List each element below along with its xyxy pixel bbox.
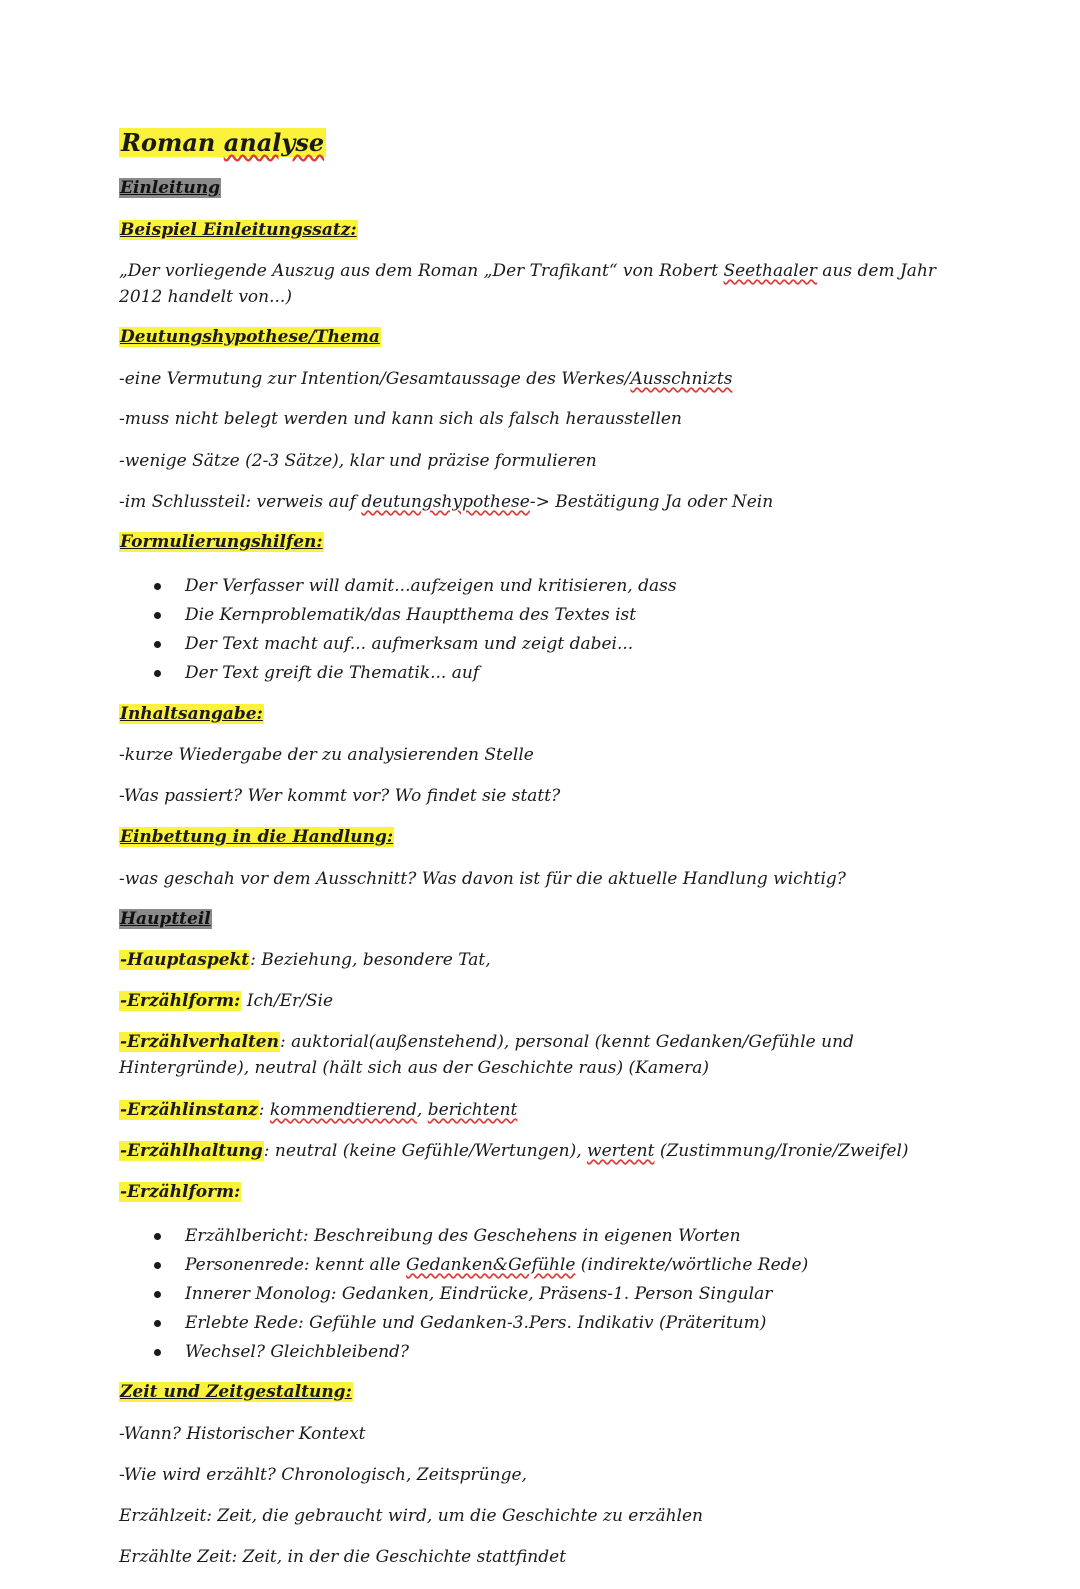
erzaehlinstanz-label: -Erzählinstanz xyxy=(120,1100,258,1120)
list-item: Wechsel? Gleichbleibend? xyxy=(150,1338,808,1367)
list-item-text-a: Personenrede: kennt alle xyxy=(185,1255,407,1275)
deutung-line-1-text: -eine Vermutung zur Intention/Gesamtaussage des Werkes/ xyxy=(119,369,631,389)
heading-hauptteil xyxy=(119,908,212,930)
beispiel-text-part2: aus dem Jahr 2012 handelt von...) xyxy=(119,261,937,307)
list-item: Innerer Monolog: Gedanken, Eindrücke, Präsens-1. Person Singular xyxy=(150,1280,808,1309)
title-word-analyse: analyse xyxy=(223,128,325,157)
heading-einbettung xyxy=(119,826,394,848)
erzaehlinstanz-comma: , xyxy=(416,1100,428,1120)
heading-zeit xyxy=(119,1381,353,1403)
heading-beispiel xyxy=(119,219,358,241)
erzaehlform-heading-2-text: -Erzählform: xyxy=(120,1182,241,1202)
heading-hauptteil-text: Hauptteil xyxy=(120,909,211,929)
erzaehlhaltung-line xyxy=(119,1140,909,1162)
zeit-line-1: -Wann? Historischer Kontext xyxy=(119,1424,366,1444)
zeit-line-4: Erzählte Zeit: Zeit, in der die Geschichte stattfindet xyxy=(119,1547,567,1567)
formulierung-list xyxy=(150,572,677,688)
hauptaspekt-line xyxy=(119,949,491,971)
deutung-line-4-text-c: -> Bestätigung Ja oder Nein xyxy=(529,492,774,512)
erzaehlverhalten-label: -Erzählverhalten xyxy=(120,1032,279,1052)
inhalt-line-2: -Was passiert? Wer kommt vor? Wo findet sie statt? xyxy=(119,786,561,806)
erzaehlhaltung-text-1: : neutral (keine Gefühle/Wertungen), xyxy=(263,1141,588,1161)
beispiel-paragraph xyxy=(119,258,939,310)
inhalt-line-1: -kurze Wiedergabe der zu analysierenden Stelle xyxy=(119,745,534,765)
erzaehlinstanz-word-a: kommendtierend xyxy=(269,1100,417,1120)
erzaehlhaltung-label: -Erzählhaltung xyxy=(120,1141,263,1161)
deutung-line-1-word: Ausschnizts xyxy=(630,369,733,389)
deutung-line-1 xyxy=(119,368,732,390)
deutung-line-4-word: deutungshypothese xyxy=(361,492,530,512)
hauptaspekt-label: -Hauptaspekt xyxy=(120,950,250,970)
beispiel-text-part1: „Der vorliegende Auszug aus dem Roman „Der Trafikant“ von Robert xyxy=(119,261,724,281)
list-item: Die Kernproblematik/das Hauptthema des Textes ist xyxy=(150,601,677,630)
erzaehlinstanz-separator: : xyxy=(258,1100,270,1120)
erzaehlform-heading-2 xyxy=(119,1181,241,1203)
heading-einleitung-text: Einleitung xyxy=(120,178,220,198)
deutung-line-2: -muss nicht belegt werden und kann sich als falsch herausstellen xyxy=(119,409,682,429)
heading-formulierungshilfen-text: Formulierungshilfen: xyxy=(120,532,323,552)
erzaehlverhalten-paragraph xyxy=(119,1029,939,1081)
heading-inhaltsangabe-text: Inhaltsangabe: xyxy=(120,704,263,724)
erzaehlform-label: -Erzählform: xyxy=(120,991,241,1011)
heading-einleitung xyxy=(119,177,221,199)
heading-einbettung-text: Einbettung in die Handlung: xyxy=(120,827,394,847)
erzaehlhaltung-text-2: (Zustimmung/Ironie/Zweifel) xyxy=(654,1141,909,1161)
list-item-word: Gedanken&Gefühle xyxy=(406,1255,576,1275)
erzaehlform-text: Ich/Er/Sie xyxy=(241,991,334,1011)
deutung-line-4 xyxy=(119,491,773,513)
heading-deutungshypothese xyxy=(119,326,381,348)
list-item: Der Verfasser will damit...aufzeigen und kritisieren, dass xyxy=(150,572,677,601)
heading-inhaltsangabe xyxy=(119,703,264,725)
einbettung-line-1: -was geschah vor dem Ausschnitt? Was davon ist für die aktuelle Handlung wichtig? xyxy=(119,869,846,889)
list-item: Der Text macht auf... aufmerksam und zeigt dabei... xyxy=(150,630,677,659)
title-word-roman: Roman xyxy=(121,128,216,157)
heading-zeit-text: Zeit und Zeitgestaltung: xyxy=(120,1382,352,1402)
zeit-line-3: Erzählzeit: Zeit, die gebraucht wird, um die Geschichte zu erzählen xyxy=(119,1506,703,1526)
list-item xyxy=(150,1251,808,1280)
zeit-line-2: -Wie wird erzählt? Chronologisch, Zeitsprünge, xyxy=(119,1465,527,1485)
deutung-line-4-text-a: -im Schlussteil: verweis auf xyxy=(119,492,362,512)
deutung-line-3: -wenige Sätze (2-3 Sätze), klar und präzise formulieren xyxy=(119,451,597,471)
erzaehlinstanz-line xyxy=(119,1099,517,1121)
list-item: Erlebte Rede: Gefühle und Gedanken-3.Pers. Indikativ (Präteritum) xyxy=(150,1309,808,1338)
list-item: Der Text greift die Thematik... auf xyxy=(150,659,677,688)
hauptaspekt-text: : Beziehung, besondere Tat, xyxy=(250,950,491,970)
list-item: Erzählbericht: Beschreibung des Geschehens in eigenen Worten xyxy=(150,1222,808,1251)
heading-formulierungshilfen xyxy=(119,531,324,553)
document-title xyxy=(119,128,326,158)
erzaehlform-line xyxy=(119,990,333,1012)
erzaehlverhalten-text: : auktorial(außenstehend), personal (kennt Gedanken/Gefühle und Hintergründe), neutral (hält sich aus der Geschichte raus) (Kamera) xyxy=(119,1032,854,1078)
list-item-text-c: (indirekte/wörtliche Rede) xyxy=(575,1255,809,1275)
erzaehlhaltung-word: wertent xyxy=(587,1141,655,1161)
erzaehlform-list xyxy=(150,1222,808,1367)
erzaehlinstanz-word-b: berichtent xyxy=(427,1100,518,1120)
beispiel-author-name: Seethaaler xyxy=(723,261,817,281)
heading-deutungshypothese-text: Deutungshypothese/Thema xyxy=(120,327,380,347)
heading-beispiel-text: Beispiel Einleitungssatz: xyxy=(120,220,357,240)
